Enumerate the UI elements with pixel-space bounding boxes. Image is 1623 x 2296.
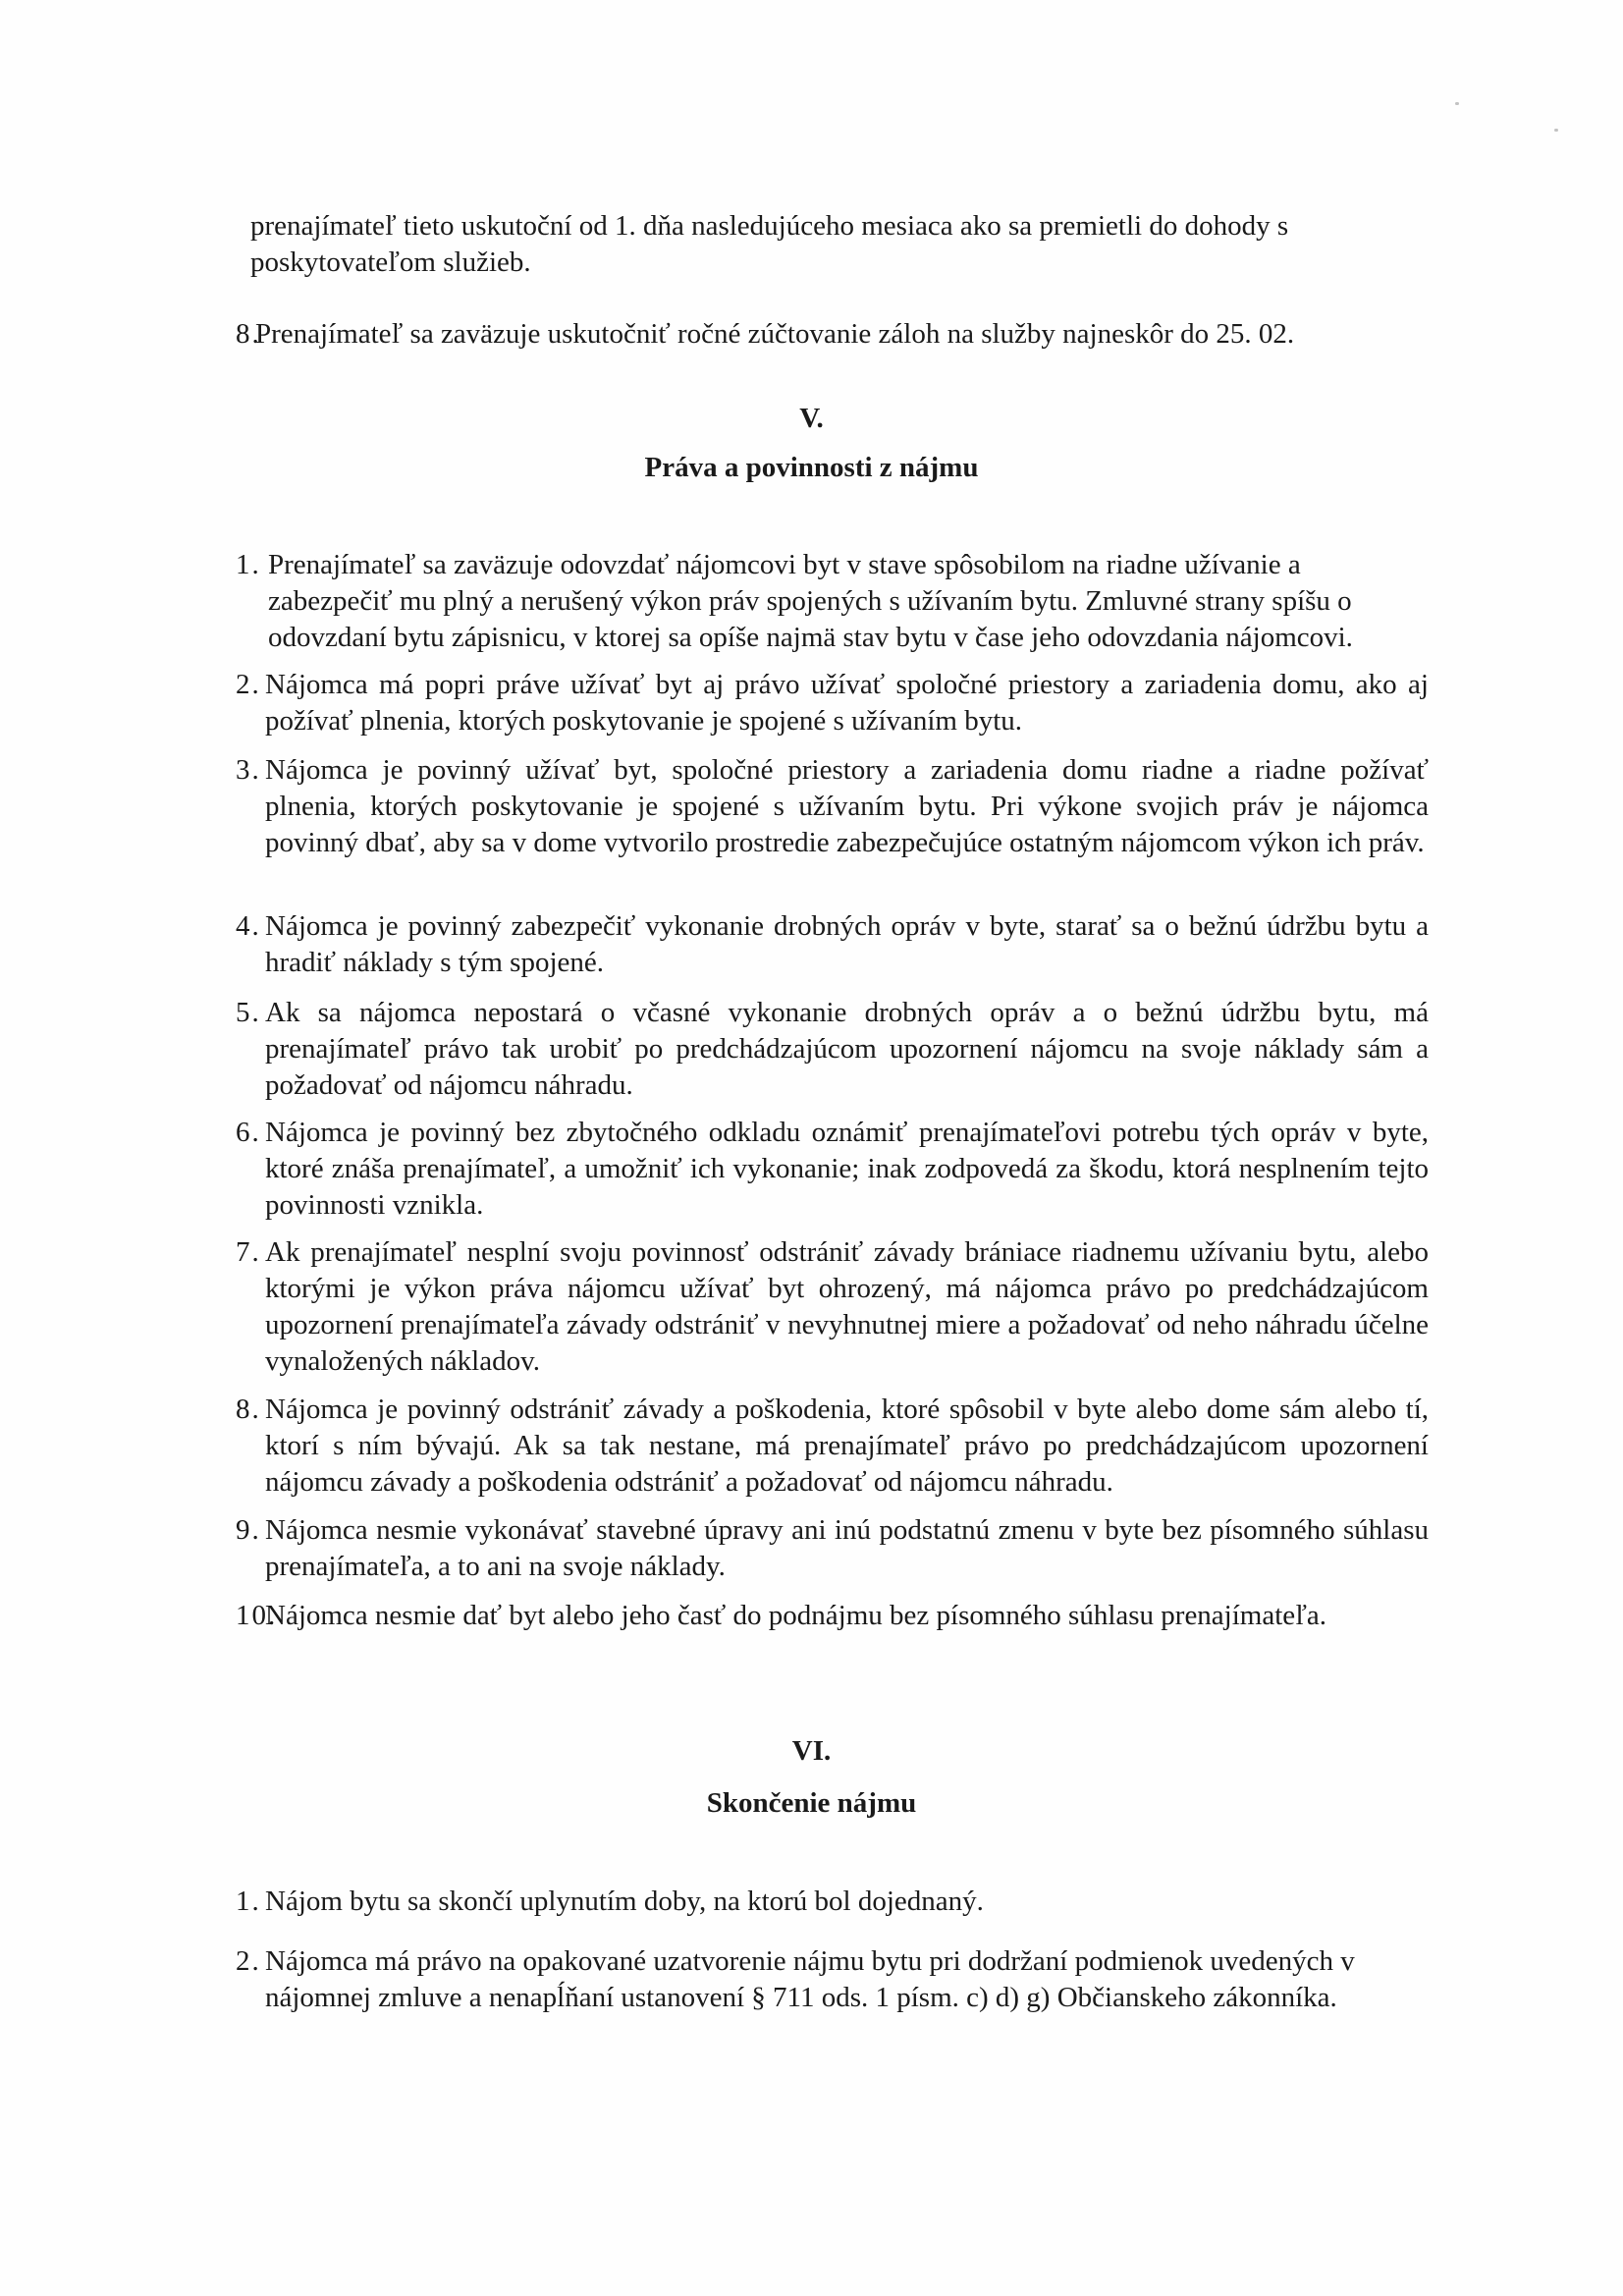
section-title: Práva a povinnosti z nájmu — [644, 452, 979, 483]
scan-artifact — [1455, 102, 1459, 105]
item-number: 7. — [236, 1236, 261, 1268]
item-text: Nájomca má popri práve užívať byt aj právo užívať spoločné priestory a zariadenia domu, ako aj požívať plnenia, ktorých poskytovanie je spojené s užívaním bytu. — [265, 669, 1429, 737]
item-text: Nájomca je povinný užívať byt, spoločné priestory a zariadenia domu riadne a riadne požívať plnenia, ktorých poskytovanie je spojené s užívaním bytu. Pri výkone svojich práv je nájomca povinný dbať, aby sa v dome vytvorilo prostredie zabezpečujúce ostatným nájomcom výkon ich práv. — [265, 754, 1429, 858]
item-number: 5. — [236, 997, 261, 1028]
section-number: V. — [799, 403, 824, 434]
section5-item-7 — [236, 1234, 1429, 1380]
section5-item-3 — [236, 752, 1429, 861]
item-text: Prenajímateľ sa zaväzuje odovzdať nájomcovi byt v stave spôsobilom na riadne užívanie a zabezpečiť mu plný a nerušený výkon práv spojených s užívaním bytu. Zmluvné strany spíšu o odovzdaní bytu zápisnicu, v ktorej sa opíše najmä stav bytu v čase jeho odovzdania nájomcovi. — [268, 549, 1353, 653]
intro-item-8 — [236, 316, 1429, 353]
item-number: 10. — [236, 1600, 278, 1631]
item-number: 2. — [236, 1945, 261, 1977]
item-number: 8. — [236, 318, 261, 350]
item-number: 1. — [236, 549, 261, 580]
item-text: Ak sa nájomca nepostará o včasné vykonanie drobných opráv a o bežnú údržbu bytu, má prenajímateľ právo tak urobiť po predchádzajúcom upozornení nájomcu na svoje náklady sám a požadovať od nájomcu náhradu. — [265, 997, 1429, 1101]
section5-item-8 — [236, 1392, 1429, 1501]
item-number: 9. — [236, 1514, 261, 1546]
item-number: 2. — [236, 669, 261, 700]
item-text: Ak prenajímateľ nesplní svoju povinnosť odstrániť závady brániace riadnemu užívaniu bytu, alebo ktorými je výkon práva nájomcu užívať byt ohrozený, má nájomca právo po predchádzajúcom upozornení prenajímateľa závady odstrániť v nevyhnutnej miere a požadovať od neho náhradu účelne vynaložených nákladov. — [265, 1236, 1429, 1377]
item-text: Nájomca má právo na opakované uzatvorenie nájmu bytu pri dodržaní podmienok uvedených v nájomnej zmluve a nenapĺňaní ustanovení § 711 ods. 1 písm. c) d) g) Občianskeho zákonníka. — [265, 1945, 1355, 2013]
section5-item-2 — [236, 667, 1429, 739]
item-number: 8. — [236, 1394, 261, 1425]
section6-item-1 — [236, 1884, 1429, 1920]
item-number: 6. — [236, 1117, 261, 1148]
section5-item-1 — [236, 547, 1429, 656]
scan-artifact — [1554, 129, 1558, 132]
section5-item-10 — [236, 1598, 1429, 1634]
item-text: Nájomca je povinný zabezpečiť vykonanie drobných opráv v byte, starať sa o bežnú údržbu bytu a hradiť náklady s tým spojené. — [265, 910, 1429, 978]
item-text: Nájom bytu sa skončí uplynutím doby, na ktorú bol dojednaný. — [265, 1886, 984, 1917]
item-number: 3. — [236, 754, 261, 786]
section5-item-9 — [236, 1512, 1429, 1585]
section5-item-6 — [236, 1115, 1429, 1224]
item-number: 1. — [236, 1886, 261, 1917]
section5-item-5 — [236, 995, 1429, 1104]
intro-continuation: prenajímateľ tieto uskutoční od 1. dňa nasledujúceho mesiaca ako sa premietli do dohody s poskytovateľom služieb. — [250, 210, 1289, 278]
section-title: Skončenie nájmu — [706, 1787, 917, 1819]
section6-item-2 — [236, 1943, 1409, 2016]
section5-item-4 — [236, 908, 1429, 981]
section-number: VI. — [791, 1735, 832, 1767]
item-text: Nájomca nesmie vykonávať stavebné úpravy ani inú podstatnú zmenu v byte bez písomného súhlasu prenajímateľa, a to ani na svoje náklady. — [265, 1514, 1429, 1582]
item-text: Nájomca nesmie dať byt alebo jeho časť do podnájmu bez písomného súhlasu prenajímateľa. — [265, 1600, 1327, 1631]
item-text: Nájomca je povinný bez zbytočného odkladu oznámiť prenajímateľovi potrebu tých opráv v byte, ktoré znáša prenajímateľ, a umožniť ich vykonanie; inak zodpovedá za škodu, ktorá nesplnením tejto povinnosti vznikla. — [265, 1117, 1429, 1221]
item-text: Prenajímateľ sa zaväzuje uskutočniť ročné zúčtovanie záloh na služby najneskôr do 25. 02. — [255, 318, 1295, 350]
item-text: Nájomca je povinný odstrániť závady a poškodenia, ktoré spôsobil v byte alebo dome sám alebo tí, ktorí s ním bývajú. Ak sa tak nestane, má prenajímateľ právo po predchádzajúcom upozornení nájomcu závady a poškodenia odstrániť a požadovať od nájomcu náhradu. — [265, 1394, 1429, 1498]
item-number: 4. — [236, 910, 261, 942]
